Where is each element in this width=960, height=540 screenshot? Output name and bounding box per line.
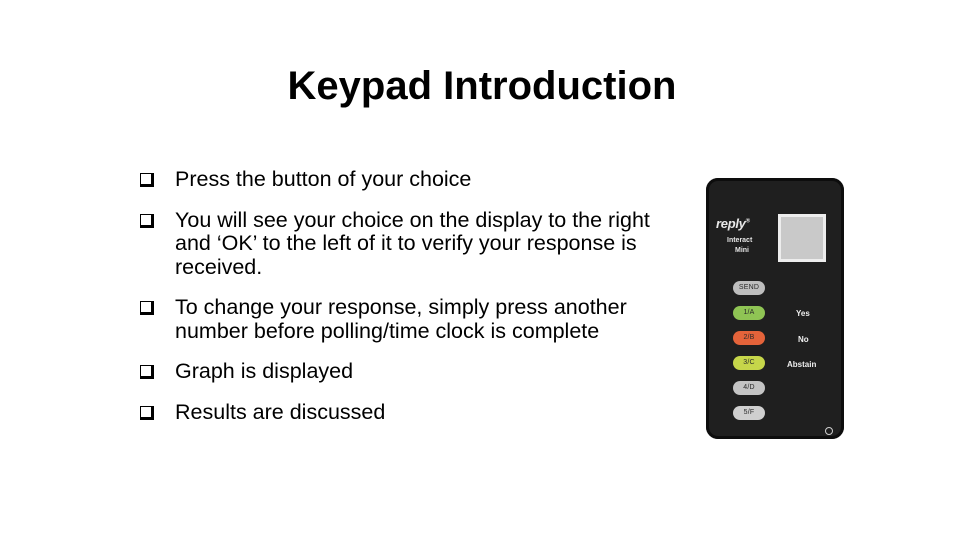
keypad-key-5f: 5/F — [733, 406, 765, 420]
keypad-device-image — [706, 178, 844, 439]
checkbox-square-icon — [140, 365, 154, 379]
model-line2: Mini — [735, 246, 749, 254]
bullet-item — [140, 360, 680, 384]
model-line1: Interact — [727, 237, 753, 244]
keypad-key-2b: 2/B — [733, 331, 765, 345]
brand-logo — [716, 216, 750, 231]
bullet-text: To change your response, simply press another number before polling/time clock is complete — [175, 295, 627, 343]
registered-mark: ® — [745, 218, 750, 225]
bullet-item — [140, 401, 680, 425]
checkbox-square-icon — [140, 173, 154, 187]
slide-title: Keypad Introduction — [287, 64, 677, 108]
checkbox-square-icon — [140, 406, 154, 420]
keypad-key-1a: 1/A — [733, 306, 765, 320]
keypad-key-send: SEND — [733, 281, 765, 295]
bullet-item — [140, 296, 680, 343]
keypad-key-3c: 3/C — [733, 356, 765, 370]
label-abstain: Abstain — [787, 360, 817, 369]
bullet-text: Results are discussed — [175, 399, 386, 424]
bullet-item — [140, 168, 680, 192]
bullet-text: Press the button of your choice — [175, 167, 472, 191]
bullet-list — [140, 168, 680, 441]
bullet-text: You will see your choice on the display to the right and ‘OK’ to the left of it to verify your response is received. — [175, 207, 650, 279]
keypad-display — [778, 214, 826, 262]
checkbox-square-icon — [140, 301, 154, 315]
model-name — [727, 236, 752, 255]
bullet-item — [140, 209, 680, 280]
label-yes: Yes — [796, 309, 810, 318]
label-no: No — [798, 335, 809, 344]
bullet-text: Graph is displayed — [175, 359, 354, 383]
keypad-key-4d: 4/D — [733, 381, 765, 395]
brand-name: reply — [716, 216, 746, 231]
checkbox-square-icon — [140, 214, 154, 228]
indicator-dot — [825, 427, 833, 435]
